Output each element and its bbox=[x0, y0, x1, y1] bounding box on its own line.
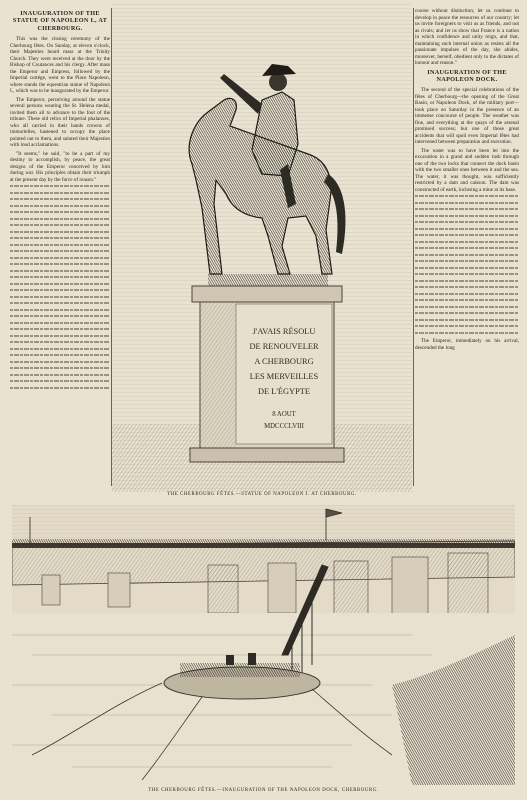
inscription-line: A CHERBOURG bbox=[254, 357, 314, 366]
column-rule bbox=[413, 8, 414, 486]
statue-article-paragraph: This was the closing ceremony of the Cherbourg fêtes. On Sunday, at eleven o'clock, their Majesties heard mass at the Trinity Church. They were received at the door by the Bishop of Coutances and his clergy. After mass the Emperor and Empress, followed by the Imperial cortége, went to the Place Napoleon, where stands the equestrian statue of Napoleon I., which was to be inaugurated by the Emperor. bbox=[10, 36, 110, 95]
statue-article-heading: INAUGURATION OF THE STATUE OF NAPOLEON I., AT CHERBOURG. bbox=[12, 10, 108, 32]
illegible-text-lines bbox=[10, 185, 110, 389]
dock-engraving bbox=[12, 505, 515, 785]
pedestal-date: MDCCCLVIII bbox=[264, 423, 304, 430]
inscription-line: J'AVAIS RÉSOLU bbox=[252, 327, 316, 336]
inscription-line: LES MERVEILLES bbox=[249, 372, 319, 381]
dock-article-paragraph: The second of the special celebrations of the fêtes of Cherbourg—the opening of the Great Basin, or Napoleon Dock, of the military port—took place on Saturday in the presence of an immense concourse of people. The weather was fine, and everything at the quays of the arsenal promised success; but one of those great accidents that will spoil even Imperial fêtes had intervened between preparation and execution. bbox=[415, 87, 519, 146]
dock-article-paragraph: The Emperor, immediately on his arrival, descended the long bbox=[415, 338, 519, 351]
crowd-top bbox=[12, 539, 515, 545]
left-text-column bbox=[10, 8, 110, 478]
dock-article-paragraph: The water was to have been let into the excavation in a grand and sudden rush through one of the two locks that connect the dock basin with the two smaller ones between it and the sea. The water, it was thought, was sufficiently restricted by a dam and caisson. The dam was constructed of earth, inclosing a mine at its base. bbox=[415, 147, 519, 193]
column-rule bbox=[111, 8, 112, 486]
dock-article-heading: INAUGURATION OF THE NAPOLEON DOCK. bbox=[427, 68, 507, 83]
dock-caption: THE CHERBOURG FÊTES.—INAUGURATION OF THE NAPOLEON DOCK, CHERBOURG. bbox=[148, 788, 379, 793]
statue-article-continuation: course without distinction; let us continue to develop in peace the resources of our country; let us invite foreigners to visit us as friends, and not as rivals; and let us show that France is a nation in which confidence and unity reign, and that, maintaining such internal union as resists all the passionate impulses of the day, she abides, moreover, herself, obedient only to the dictates of honour and reason." bbox=[415, 8, 519, 66]
illegible-text-lines bbox=[415, 195, 519, 334]
statue-caption: THE CHERBOURG FÊTES.—STATUE OF NAPOLEON I. AT CHERBOURG. bbox=[167, 492, 357, 497]
statue-article-paragraph: The Emperor, perceiving around the statue several persons wearing the St. Helena medal, invited them all to advance to the foot of the tribune. These old relics of Imperial phalanxes, who all carried in their hands crowns of immortelles, hastened to occupy the place pointed out to them, and saluted their Majesties with loud acclamations. bbox=[10, 96, 110, 149]
inscription-line: DE RENOUVELER bbox=[249, 342, 319, 351]
statue-engraving bbox=[112, 4, 412, 492]
statue-article-paragraph: "It seems," he said, "to be a part of my destiny to accomplish, by peace, the great designs of the Emperor conceived by him during war. His principles obtain their triumph at the present day by the force of reason." bbox=[10, 150, 110, 183]
pedestal-date: 8 AOUT bbox=[272, 411, 296, 418]
right-text-column bbox=[415, 8, 519, 408]
inscription-line: DE L'ÉGYPTE bbox=[258, 387, 310, 396]
